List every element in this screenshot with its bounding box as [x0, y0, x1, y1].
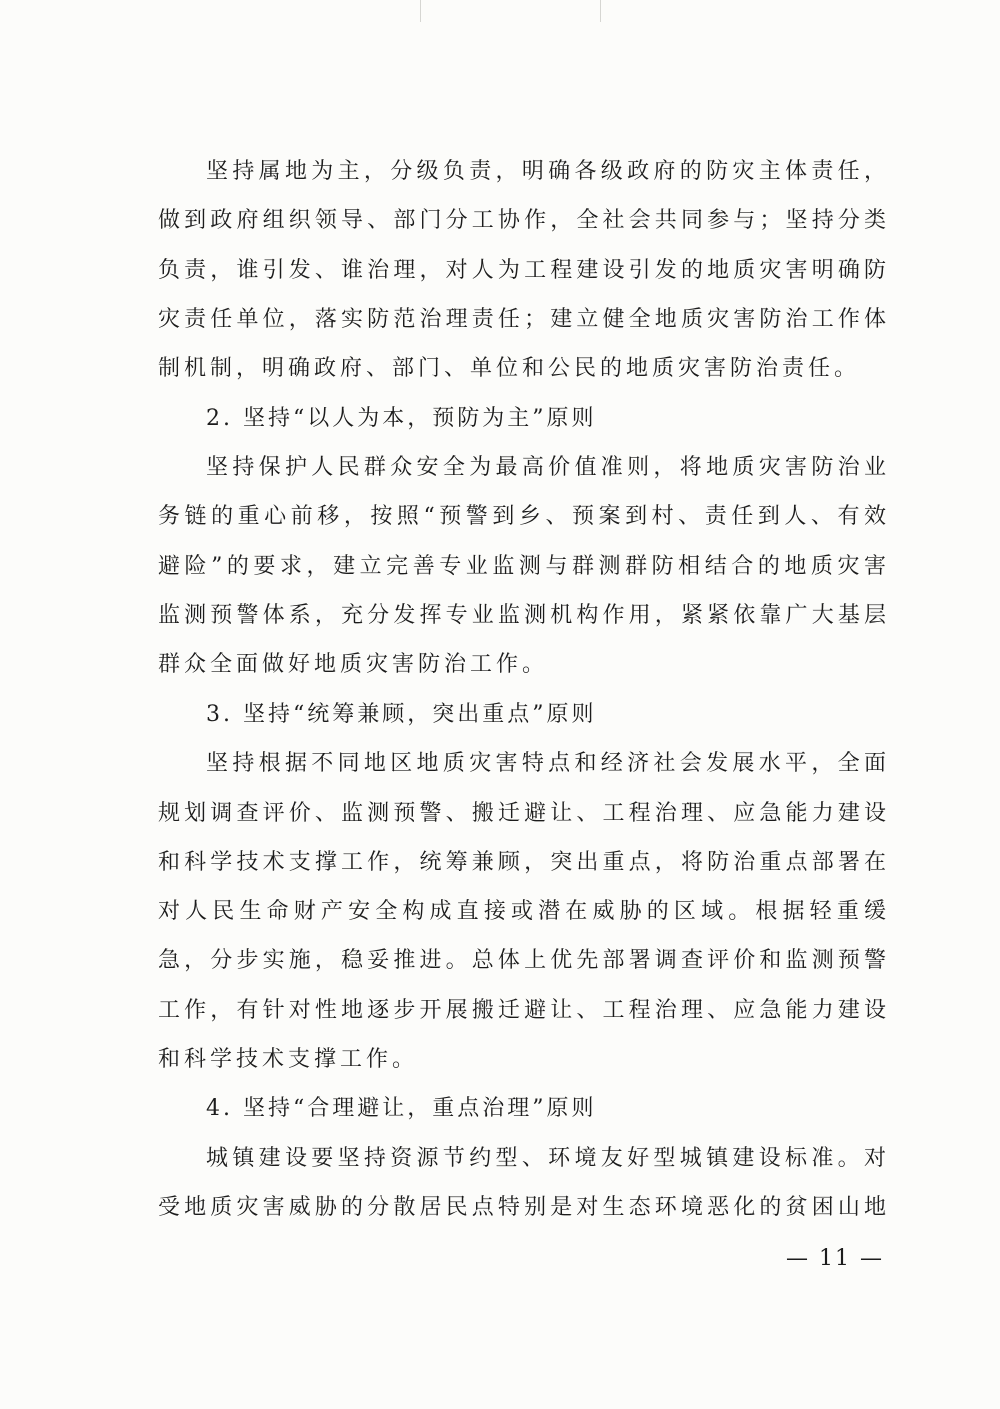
text-line: 对人民生命财产安全构成直接或潜在威胁的区域。根据轻重缓: [158, 899, 886, 924]
text-line: 避险”的要求，建立完善专业监测与群测群防相结合的地质灾害: [158, 554, 886, 579]
scan-mark: [420, 0, 421, 22]
text-line: 灾责任单位，落实防范治理责任；建立健全地质灾害防治工作体: [158, 307, 886, 332]
text-line: 工作，有针对性地逐步开展搬迁避让、工程治理、应急能力建设: [158, 998, 886, 1023]
text-line: 急，分步实施，稳妥推进。总体上优先部署调查评价和监测预警: [158, 948, 886, 973]
text-line: 坚持属地为主，分级负责，明确各级政府的防灾主体责任，: [206, 159, 886, 184]
text-line: 务链的重心前移，按照“预警到乡、预案到村、责任到人、有效: [158, 504, 886, 529]
text-line: 受地质灾害威胁的分散居民点特别是对生态环境恶化的贫困山地: [158, 1195, 886, 1220]
section-heading: 3. 坚持“统筹兼顾，突出重点”原则: [206, 702, 597, 727]
text-line: 制机制，明确政府、部门、单位和公民的地质灾害防治责任。: [158, 356, 861, 381]
text-line: 坚持保护人民群众安全为最高价值准则，将地质灾害防治业: [206, 455, 886, 480]
text-line: 和科学技术支撑工作。: [158, 1047, 419, 1072]
section-heading: 4. 坚持“合理避让，重点治理”原则: [206, 1096, 597, 1121]
section-heading: 2. 坚持“以人为本，预防为主”原则: [206, 406, 597, 431]
text-line: 群众全面做好地质灾害防治工作。: [158, 652, 549, 677]
text-line: 做到政府组织领导、部门分工协作，全社会共同参与；坚持分类: [158, 208, 886, 233]
page-number: — 11 —: [786, 1246, 884, 1271]
text-line: 和科学技术支撑工作，统筹兼顾，突出重点，将防治重点部署在: [158, 850, 886, 875]
text-line: 负责，谁引发、谁治理，对人为工程建设引发的地质灾害明确防: [158, 258, 886, 283]
text-line: 监测预警体系，充分发挥专业监测机构作用，紧紧依靠广大基层: [158, 603, 886, 628]
text-line: 坚持根据不同地区地质灾害特点和经济社会发展水平，全面: [206, 751, 886, 776]
text-line: 规划调查评价、监测预警、搬迁避让、工程治理、应急能力建设: [158, 801, 886, 826]
scan-mark: [600, 0, 601, 22]
text-line: 城镇建设要坚持资源节约型、环境友好型城镇建设标准。对: [206, 1146, 886, 1171]
